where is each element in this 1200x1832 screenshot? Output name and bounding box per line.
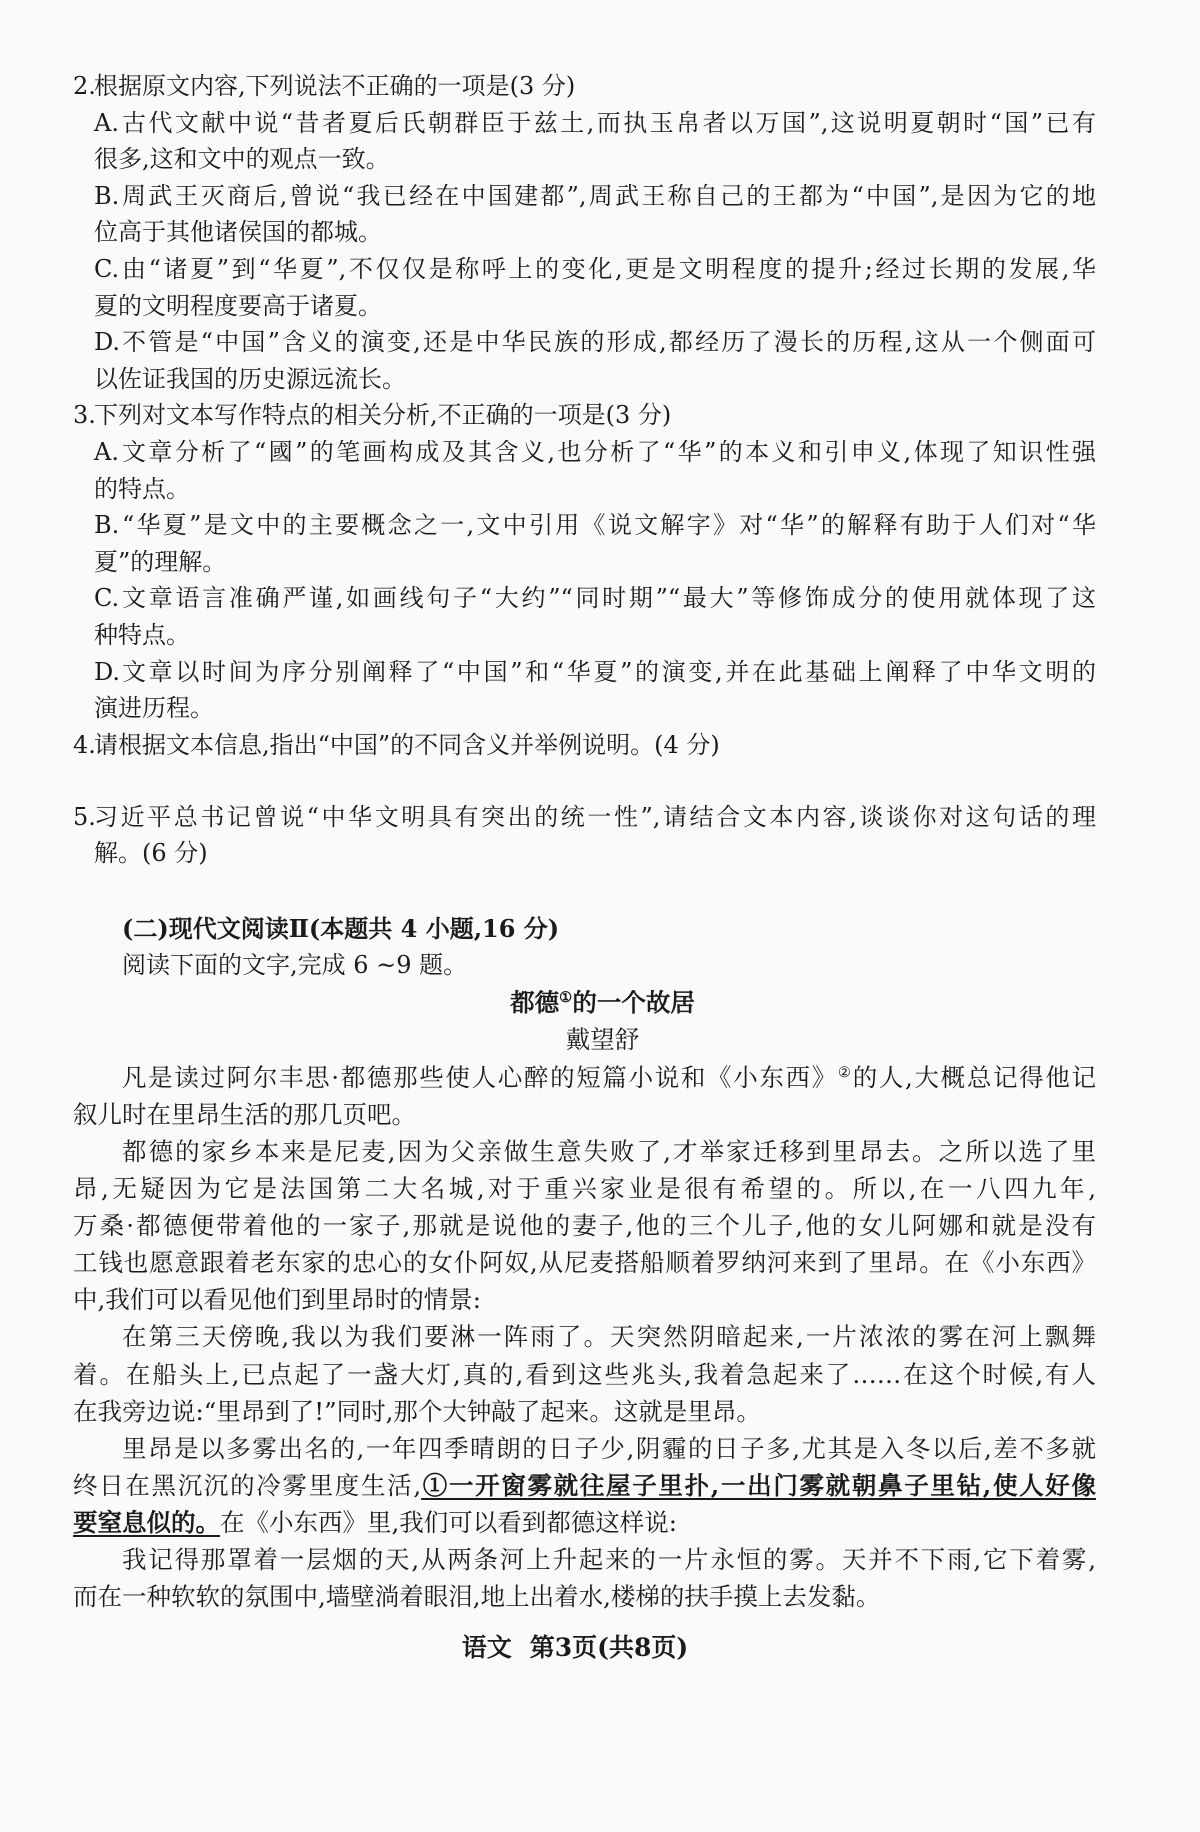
paragraph-1-line-2: 叙儿时在里昂生活的那几页吧。 <box>73 1099 416 1129</box>
section-instruction: 阅读下面的文字,完成 6 ~9 题。 <box>122 951 468 980</box>
question-3-option-c <box>73 580 1096 617</box>
question-5-stem <box>73 799 1096 836</box>
question-text: 请根据文本信息,指出“中国”的不同含义并举例说明。(4 分) <box>94 730 720 759</box>
question-text: 习近平总书记曾说“中华文明具有突出的统一性”,请结合文本内容,谈谈你对这句话的理 <box>94 802 1096 831</box>
page-footer <box>440 1630 710 1666</box>
option-text: 种特点。 <box>94 620 190 649</box>
option-text: 文章语言准确严谨,如画线句子“大约”“同时期”“最大”等修饰成分的使用就体现了这 <box>122 584 1096 613</box>
question-3-option-c-continued <box>73 617 1096 654</box>
underlined-sentence: ①一开窗雾就往屋子里扑,一出门雾就朝鼻子里钻,使人好像 <box>421 1470 1096 1500</box>
question-2-option-d <box>73 324 1096 361</box>
option-text: 夏”的理解。 <box>94 547 227 576</box>
paragraph-2-line-2: 昂,无疑因为它是法国第二大名城,对于重兴家业是很有希望的。所以,在一八四九年, <box>73 1173 1096 1203</box>
option-text: 古代文献中说“昔者夏后氏朝群臣于兹土,而执玉帛者以万国”,这说明夏朝时“国”已有 <box>122 108 1096 137</box>
question-2-option-b <box>73 178 1096 215</box>
article-author: 戴望舒 <box>565 1025 640 1055</box>
question-3-option-a-continued <box>73 471 1096 508</box>
question-2-stem <box>73 68 1096 105</box>
question-2-option-a-continued <box>73 141 1096 178</box>
question-number: 3. <box>73 401 96 430</box>
question-number: 4. <box>73 730 96 759</box>
questions-block <box>73 68 1096 872</box>
article-title <box>73 984 1096 1021</box>
question-2-option-d-continued <box>73 361 1096 398</box>
option-letter: D. <box>94 328 121 357</box>
option-text: 夏的文明程度要高于诸夏。 <box>94 291 382 320</box>
question-3-option-a <box>73 434 1096 471</box>
paragraph-3-line-2: 着。在船头上,已点起了一盏大灯,真的,看到这些兆头,我着急起来了……在这个时候,有人 <box>73 1359 1096 1389</box>
paragraph-4-line-2 <box>73 1467 1096 1504</box>
question-2-option-a <box>73 105 1096 142</box>
question-5-stem-continued <box>73 835 1096 872</box>
question-3-option-d-continued <box>73 690 1096 727</box>
question-3-stem <box>73 397 1096 434</box>
paragraph-5-line-1: 我记得那罩着一层烟的天,从两条河上升起来的一片永恒的雾。天并不下雨,它下着雾, <box>122 1545 1096 1575</box>
option-letter: A. <box>94 108 119 137</box>
option-text: 文章分析了“國”的笔画构成及其含义,也分析了“华”的本义和引申义,体现了知识性强 <box>122 437 1096 466</box>
article-title-text: 的一个故居 <box>572 988 695 1018</box>
paragraph-text: 凡是读过阿尔丰思·都德那些使人心醉的短篇小说和《小东西》 <box>122 1062 838 1092</box>
paragraph-4-line-1: 里昂是以多雾出名的,一年四季晴朗的日子少,阴霾的日子多,尤其是入冬以后,差不多就 <box>122 1433 1096 1463</box>
paragraph-text: 的人,大概总记得他记 <box>852 1062 1096 1092</box>
question-text: 根据原文内容,下列说法不正确的一项是(3 分) <box>94 72 576 100</box>
option-text: 由“诸夏”到“华夏”,不仅仅是称呼上的变化,更是文明程度的提升;经过长期的发展,华 <box>122 254 1096 283</box>
question-3-option-d <box>73 654 1096 691</box>
footnote-marker: ① <box>559 989 573 1007</box>
option-text: “华夏”是文中的主要概念之一,文中引用《说文解字》对“华”的解释有助于人们对“华 <box>122 511 1096 540</box>
question-number: 5. <box>73 802 96 831</box>
paragraph-text: 终日在黑沉沉的冷雾里度生活, <box>73 1470 422 1500</box>
paragraph-4-line-3 <box>73 1504 1096 1541</box>
question-text: 下列对文本写作特点的相关分析,不正确的一项是(3 分) <box>94 401 672 430</box>
underlined-sentence: 要窒息似的。 <box>73 1508 220 1537</box>
question-3-option-b <box>73 507 1096 544</box>
option-text: 的特点。 <box>94 474 190 503</box>
paragraph-text: 在《小东西》里,我们可以看到都德这样说: <box>220 1508 678 1537</box>
option-letter: C. <box>94 254 120 283</box>
footnote-marker: ② <box>837 1063 853 1081</box>
option-text: 位高于其他诸侯国的都城。 <box>94 218 382 247</box>
paragraph-3-line-1: 在第三天傍晚,我以为我们要淋一阵雨了。天突然阴暗起来,一片浓浓的雾在河上飘舞 <box>122 1322 1096 1352</box>
article-title-text: 都德 <box>510 988 560 1018</box>
option-letter: C. <box>94 584 120 613</box>
reading-section <box>73 910 1096 1615</box>
paragraph-2-line-1: 都德的家乡本来是尼麦,因为父亲做生意失败了,才举家迁移到里昂去。之所以选了里 <box>122 1136 1096 1166</box>
paragraph-1-line-1 <box>73 1059 1096 1096</box>
option-text: 文章以时间为序分别阐释了“中国”和“华夏”的演变,并在此基础上阐释了中华文明的 <box>122 657 1096 686</box>
option-letter: B. <box>94 511 120 540</box>
question-number: 2. <box>73 72 96 100</box>
option-text: 以佐证我国的历史源远流长。 <box>94 364 406 393</box>
option-letter: B. <box>94 181 120 210</box>
question-2-option-c-continued <box>73 288 1096 325</box>
question-4-stem <box>73 727 1096 764</box>
option-text: 很多,这和文中的观点一致。 <box>94 145 390 174</box>
question-3-option-b-continued <box>73 544 1096 581</box>
footer-page-number: 第3页(共8页) <box>529 1633 689 1662</box>
option-letter: A. <box>94 437 119 466</box>
option-text: 不管是“中国”含义的演变,还是中华民族的形成,都经历了漫长的历程,这从一个侧面可 <box>122 328 1096 357</box>
paragraph-5-line-2: 而在一种软软的氛围中,墙壁淌着眼泪,地上出着水,楼梯的扶手摸上去发黏。 <box>73 1582 881 1612</box>
option-text: 周武王灭商后,曾说“我已经在中国建都”,周武王称自己的王都为“中国”,是因为它的地 <box>122 181 1096 210</box>
option-text: 演进历程。 <box>94 694 214 723</box>
paragraph-2-line-5: 中,我们可以看见他们到里昂时的情景: <box>73 1285 482 1315</box>
paragraph-2-line-4: 工钱也愿意跟着老东家的忠心的女仆阿奴,从尼麦搭船顺着罗纳河来到了里昂。在《小东西》 <box>73 1248 1096 1278</box>
footer-subject: 语文 <box>461 1633 512 1662</box>
paragraph-3-line-3: 在我旁边说:“里昂到了!”同时,那个大钟敲了起来。这就是里昂。 <box>73 1396 761 1426</box>
option-letter: D. <box>94 657 121 686</box>
question-2-option-b-continued <box>73 214 1096 251</box>
question-text: 解。(6 分) <box>94 839 208 868</box>
question-2-option-c <box>73 251 1096 288</box>
section-heading: (二)现代文阅读Ⅱ(本题共 4 小题,16 分) <box>122 914 560 943</box>
paragraph-2-line-3: 万桑·都德便带着他的一家子,那就是说他的妻子,他的三个儿子,他的女儿阿娜和就是没有 <box>73 1211 1096 1240</box>
